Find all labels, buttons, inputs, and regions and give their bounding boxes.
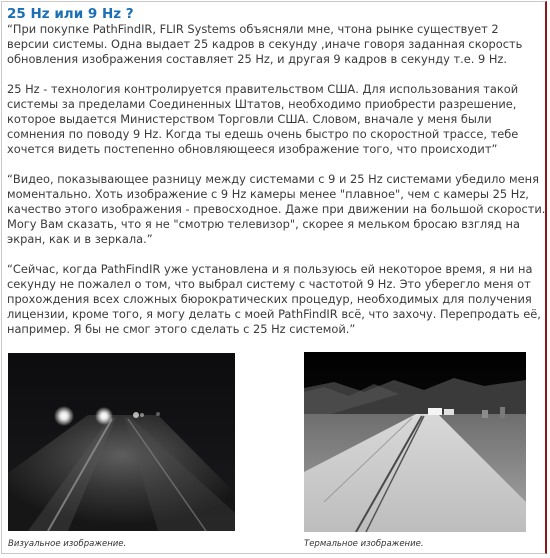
text-line: лицензии, кроме того, я могу делать с моей PathFindIR всё, что захочу. Перепродать её, bbox=[7, 307, 541, 321]
text-line: версии системы. Одна выдает 25 кадров в секунду ,иначе говоря заданная скорость bbox=[7, 37, 523, 51]
visual-image bbox=[8, 353, 235, 531]
thermal-image bbox=[304, 352, 526, 532]
visual-image-caption: Визуальное изображение. bbox=[8, 539, 127, 549]
paragraph-2 bbox=[7, 82, 539, 157]
paragraph-3 bbox=[7, 172, 546, 247]
text-line: экран, как и в зеркала.” bbox=[7, 232, 153, 246]
text-line: “При покупке PathFindIR, FLIR Systems объясняли мне, чтона рынке существует 2 bbox=[7, 22, 499, 36]
text-line: Могу Вам сказать, что я не "смотрю телевизор", скорее я мельком бросаю взгляд на bbox=[7, 217, 520, 231]
text-line: системы за пределами Соединенных Штатов, необходимо приобрести разрешение, bbox=[7, 97, 517, 111]
text-line: “Сейчас, когда PathFindIR уже установлена и я пользуюсь ей некоторое время, я ни на bbox=[7, 262, 533, 276]
text-line: например. Я бы не смог этого сделать с 25 Hz системой.” bbox=[7, 322, 356, 336]
text-line: качество этого изображения - превосходное. Даже при движении на большой скорости. bbox=[7, 202, 546, 216]
paragraph-1 bbox=[7, 22, 539, 67]
article-title: 25 Hz или 9 Hz ? bbox=[7, 6, 134, 22]
text-line: моментально. Хоть изображение с 9 Hz камеры менее "плавное", чем с камеры 25 Hz, bbox=[7, 187, 529, 201]
text-line: “Видео, показывающее разницу между системами с 9 и 25 Hz системами убедило меня bbox=[7, 172, 539, 186]
text-line: обновления изображения составляет 25 Hz, и другая 9 кадров в секунду т.е. 9 Hz. bbox=[7, 52, 508, 66]
paragraph-4 bbox=[7, 262, 539, 337]
text-line: хочется видеть постепенно обновляющееся изображение того, что происходит” bbox=[7, 142, 498, 156]
comparison-photos bbox=[2, 346, 545, 549]
thermal-image-caption: Термальное изображение. bbox=[304, 539, 424, 549]
text-line: прохождения всех сложных бюрократических процедур, необходимых для получения bbox=[7, 292, 532, 306]
text-line: сомнения по поводу 9 Hz. Когда ты едешь очень быстро по скоростной трассе, тебе bbox=[7, 127, 519, 141]
article bbox=[1, 1, 547, 554]
text-line: секунду не пожалел о том, что выбрал систему с частотой 9 Hz. Это уберегло меня от bbox=[7, 277, 531, 291]
text-line: которое выдается Министерством Торговли США. Словом, вначале у меня были bbox=[7, 112, 492, 126]
text-line: 25 Hz - технология контролируется правительством США. Для использования такой bbox=[7, 82, 519, 96]
